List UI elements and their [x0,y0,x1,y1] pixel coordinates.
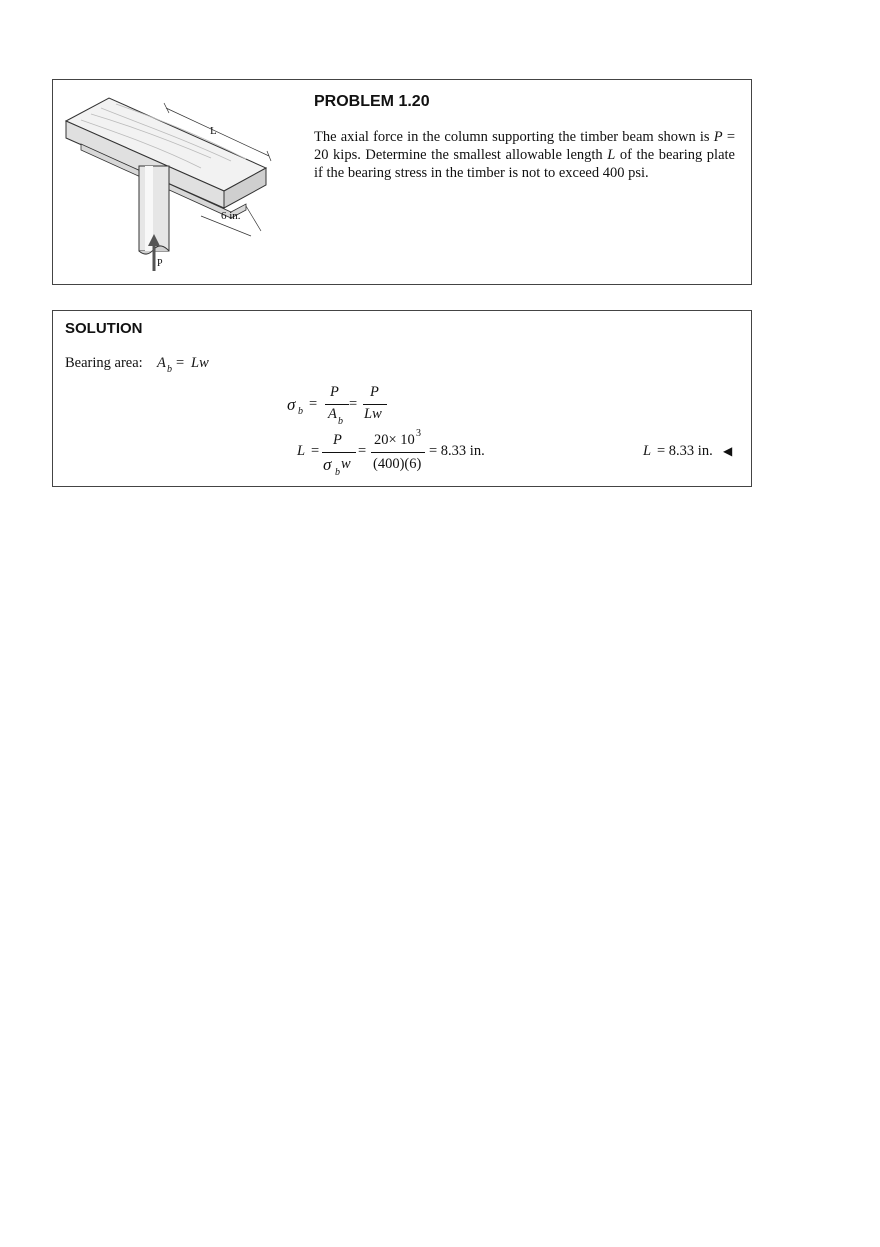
answer-rhs: = 8.33 in. [657,443,713,459]
eq2-den1: A [328,406,337,422]
eq3-den1-w: w [341,456,351,472]
eq1-a: A [157,355,166,371]
eq3-num2: 20× 10 [374,432,415,448]
eq3-den1-sub: b [335,467,340,478]
variable-p: P [713,129,723,145]
fraction-bar [363,404,387,405]
eq2-num2: P [370,384,379,400]
problem-statement [314,128,735,182]
answer-marker-icon: ◀ [723,444,733,458]
problem-box [52,79,752,285]
eq3-num2-exp: 3 [416,428,421,439]
problem-text-part: The axial force in the column supporting the timber beam shown is [314,129,714,145]
eq2-sigma: σ [287,395,296,414]
eq3-num1: P [333,432,342,448]
eq1-rhs: Lw [191,355,209,371]
timber-beam-figure [61,86,291,281]
eq3-lhs: L [297,443,306,459]
eq2-den2: Lw [364,406,382,422]
eq3-den2: (400)(6) [373,456,422,472]
eq2-sigma-sub: b [298,406,303,417]
eq3-equals-2: = [358,443,367,459]
problem-text-part: = 20 kips. Determine the smallest allowable length [314,129,735,163]
variable-l: L [607,147,616,163]
bearing-area-label: Bearing area: [65,355,143,371]
eq2-den1-sub: b [338,416,343,427]
fraction-bar [322,452,356,453]
eq3-equals-1: = [311,443,320,459]
answer-lhs: L [643,443,652,459]
eq3-result: = 8.33 in. [429,443,485,459]
figure-label-force: P [157,258,163,269]
problem-title: PROBLEM 1.20 [314,93,430,110]
eq1-a-sub: b [167,364,172,375]
solution-title: SOLUTION [65,320,143,337]
eq3-den1-sigma: σ [323,455,332,474]
eq2-equals-1: = [309,396,318,412]
eq2-equals-2: = [349,396,358,412]
problem-text-part: of the bearing plate if the bearing stress in the timber is not to exceed 400 psi. [314,147,735,181]
eq2-num1: P [330,384,339,400]
fraction-bar [371,452,425,453]
figure-label-length: L [210,125,217,137]
eq1-equals: = [176,355,185,371]
fraction-bar [325,404,349,405]
solution-box [52,310,752,487]
figure-label-width: 6 in. [221,210,241,222]
